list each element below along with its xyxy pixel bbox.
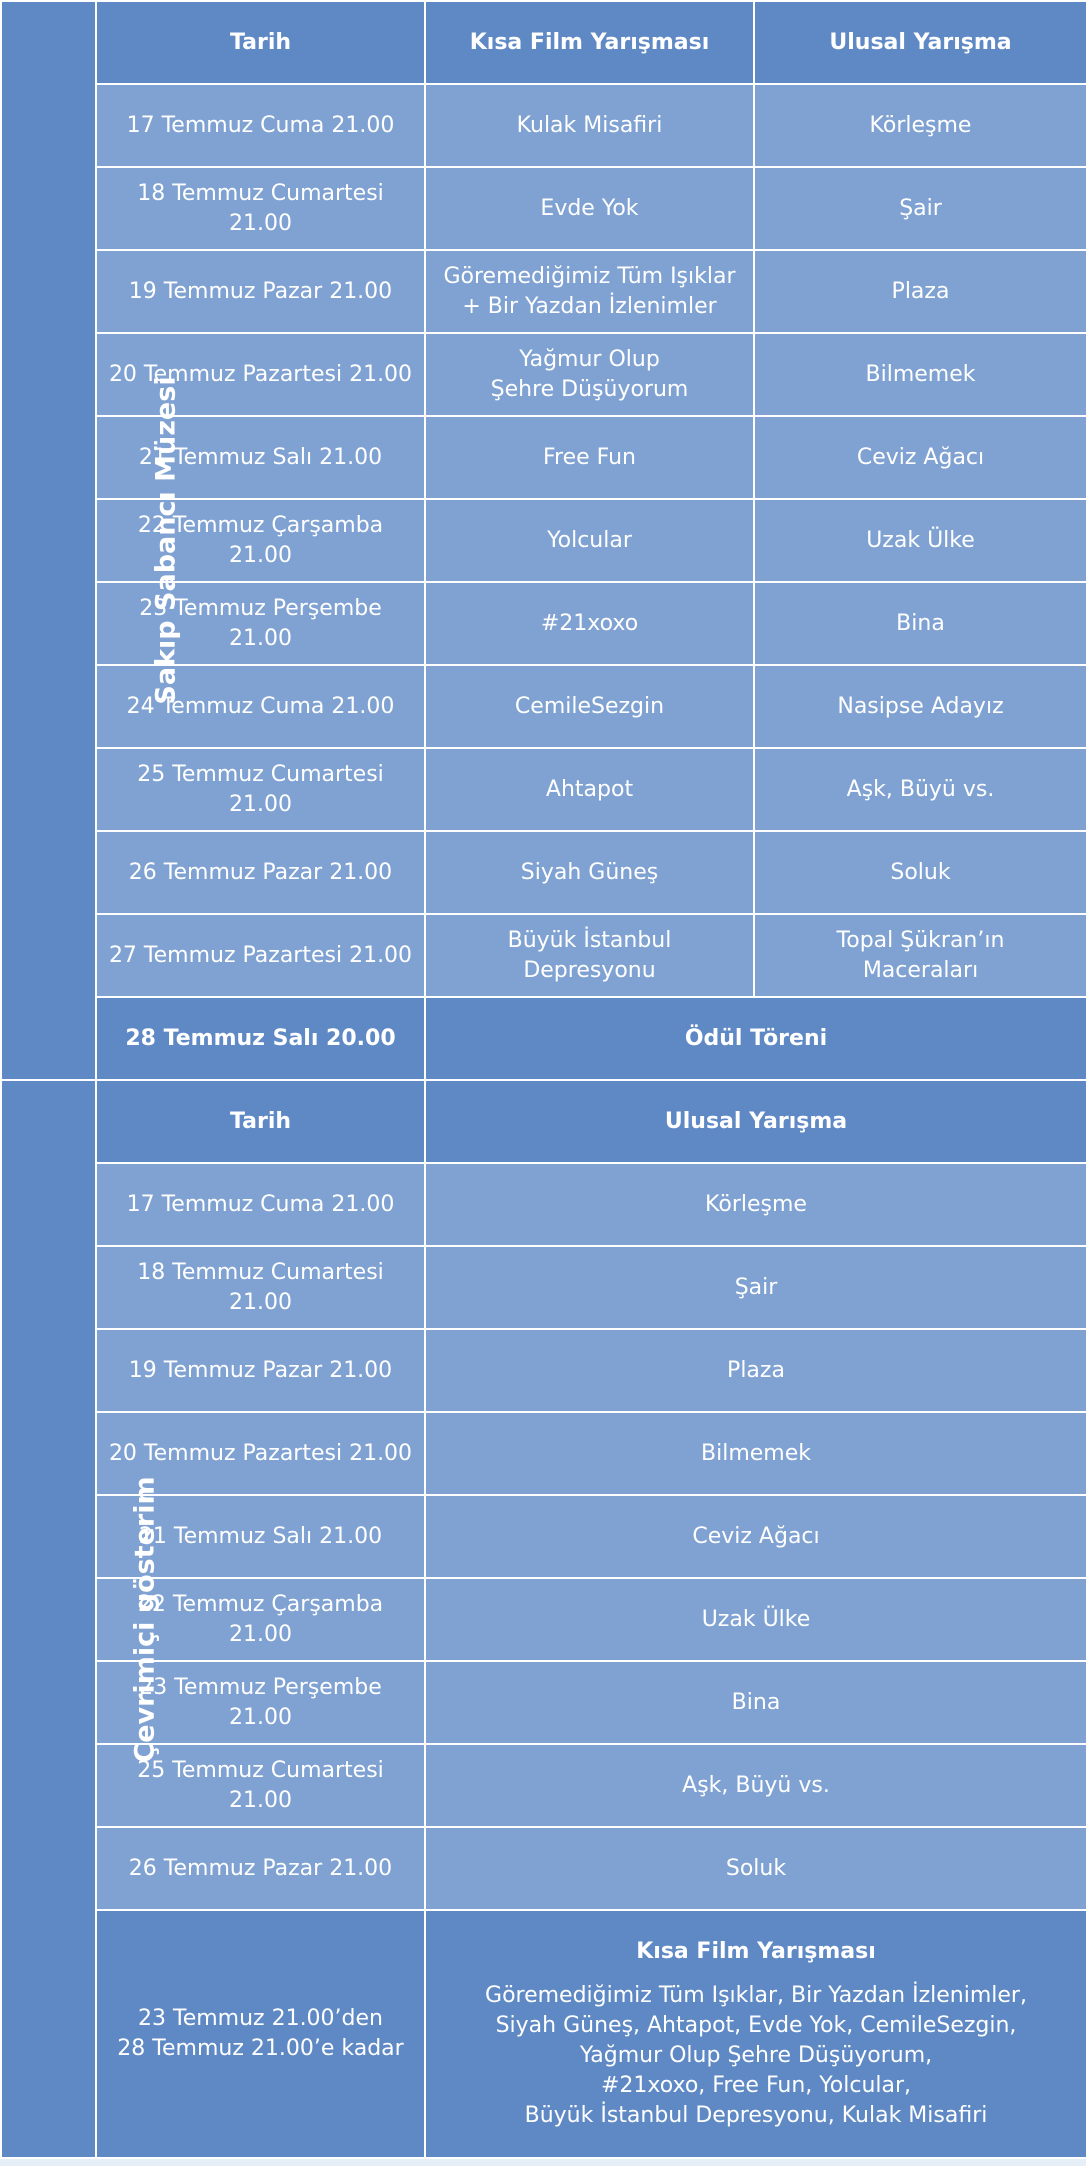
date-cell: 25 Temmuz Cumartesi 21.00 [96,748,425,831]
section1-header-row [1,1,1086,84]
cell-line: Şair [899,195,942,221]
cell-line: Uzak Ülke [866,527,975,553]
date-cell: 23 Temmuz Perşembe 21.00 [96,1661,425,1744]
cell-line: Free Fun [542,444,637,470]
national-cell [754,582,1086,665]
date-cell: 17 Temmuz Cuma 21.00 [96,1163,425,1246]
short-film-cell [425,831,754,914]
national-cell: Bina [425,1661,1086,1744]
cell-line: 28 Temmuz 21.00’e kadar [117,2036,404,2061]
table-row [1,84,1086,167]
date-cell: 20 Temmuz Pazartesi 21.00 [96,333,425,416]
short-film-cell [425,748,754,831]
cell-line: Büyük İstanbul [507,927,672,953]
cell-line: Bilmemek [865,361,976,387]
national-cell: Şair [425,1246,1086,1329]
cell-line: Şehre Düşüyorum [490,376,689,402]
national-cell: Soluk [425,1827,1086,1910]
short-film-cell [425,416,754,499]
national-cell: Ceviz Ağacı [425,1495,1086,1578]
national-cell [754,665,1086,748]
date-cell: 17 Temmuz Cuma 21.00 [96,84,425,167]
cell-line: Aşk, Büyü vs. [846,776,995,802]
section-sakip-sabanci [1,1,1086,1080]
national-cell [754,167,1086,250]
cell-line: Yağmur Olup Şehre Düşüyorum, [579,2043,933,2068]
cell-line: 23 Temmuz 21.00’den [138,2006,383,2031]
national-cell [754,333,1086,416]
national-cell [754,84,1086,167]
award-event: Ödül Töreni [425,997,1086,1080]
online-label: Çevrimiçi gösterim [129,1475,161,1763]
date-cell: 24 Temmuz Cuma 21.00 [96,665,425,748]
cell-line: Topal Şükran’ın [836,927,1005,953]
short-film-cell [425,250,754,333]
cell-line: Siyah Güneş [520,859,659,885]
online-label-cell [1,1080,161,2158]
online-shorts-title: Kısa Film Yarışması [636,1939,876,1964]
table-row [1,1827,1086,1910]
date-cell: 25 Temmuz Cumartesi 21.00 [96,1744,425,1827]
short-film-cell [425,665,754,748]
cell-line: Göremediğimiz Tüm Işıklar [443,263,736,289]
short-film-cell [425,333,754,416]
date-cell: 18 Temmuz Cumartesi 21.00 [96,1246,425,1329]
cell-line: #21xoxo, Free Fun, Yolcular, [600,2073,912,2098]
short-film-cell [425,914,754,997]
date-cell: 22 Temmuz Çarşamba 21.00 [96,1578,425,1661]
cell-line: Soluk [890,859,951,885]
award-row [1,997,1086,1080]
national-cell [754,416,1086,499]
cell-line: + Bir Yazdan İzlenimler [462,293,717,319]
national-cell [754,499,1086,582]
date-cell: 20 Temmuz Pazartesi 21.00 [96,1412,425,1495]
cell-line: Bina [896,610,945,636]
cell-line: Ceviz Ağacı [856,444,985,470]
table-row [1,1246,1086,1329]
column-header-national: Ulusal Yarışma [425,1080,1086,1163]
table-row [1,1661,1086,1744]
column-header-national: Ulusal Yarışma [754,1,1086,84]
online-period-cell [96,1910,425,2158]
short-film-cell [425,499,754,582]
table-row [1,831,1086,914]
national-cell [754,250,1086,333]
award-date: 28 Temmuz Salı 20.00 [96,997,425,1080]
cell-line: Körleşme [869,112,972,138]
table-row [1,250,1086,333]
table-row [1,1163,1086,1246]
table-row [1,1578,1086,1661]
national-cell: Körleşme [425,1163,1086,1246]
column-header-short-film: Kısa Film Yarışması [425,1,754,84]
table-row [1,167,1086,250]
cell-line: Siyah Güneş, Ahtapot, Evde Yok, CemileSezgin, [495,2013,1017,2038]
date-cell: 26 Temmuz Pazar 21.00 [96,1827,425,1910]
date-cell: 21 Temmuz Salı 21.00 [96,416,425,499]
cell-line: Depresyonu [523,957,656,983]
date-cell: 21 Temmuz Salı 21.00 [96,1495,425,1578]
date-cell: 18 Temmuz Cumartesi 21.00 [96,167,425,250]
cell-line: Evde Yok [540,195,639,221]
national-cell: Aşk, Büyü vs. [425,1744,1086,1827]
cell-line: Yolcular [547,527,632,553]
table-row [1,1744,1086,1827]
national-cell: Plaza [425,1329,1086,1412]
date-cell: 23 Temmuz Perşembe 21.00 [96,582,425,665]
cell-line: #21xoxo [540,610,639,636]
national-cell: Uzak Ülke [425,1578,1086,1661]
cell-line: CemileSezgin [514,693,665,719]
cell-line: Yağmur Olup [519,346,660,372]
cell-line: Büyük İstanbul Depresyonu, Kulak Misafiri [524,2103,988,2128]
column-header-date: Tarih [96,1,425,84]
table-row [1,1412,1086,1495]
cell-line: Nasipse Adayız [837,693,1004,719]
cell-line: Maceraları [862,957,979,983]
column-header-date: Tarih [96,1080,425,1163]
online-shorts-row [1,1910,1086,2158]
national-cell: Bilmemek [425,1412,1086,1495]
venue-label: Sakıp Sabancı Müzesi [150,376,182,705]
table-row [1,1329,1086,1412]
national-cell [754,914,1086,997]
table-row [1,748,1086,831]
cell-line: Ahtapot [545,776,634,802]
date-cell: 27 Temmuz Pazartesi 21.00 [96,914,425,997]
cell-line: Plaza [891,278,950,304]
date-cell: 19 Temmuz Pazar 21.00 [96,1329,425,1412]
date-cell: 19 Temmuz Pazar 21.00 [96,250,425,333]
date-cell: 26 Temmuz Pazar 21.00 [96,831,425,914]
short-film-cell [425,167,754,250]
table-row [1,914,1086,997]
section-online [1,1080,1086,2158]
national-cell [754,748,1086,831]
short-film-cell [425,582,754,665]
date-cell: 22 Temmuz Çarşamba 21.00 [96,499,425,582]
national-cell [754,831,1086,914]
short-film-cell [425,84,754,167]
online-shorts-cell [425,1910,1086,2158]
table-row [1,1495,1086,1578]
cell-line: Göremediğimiz Tüm Işıklar, Bir Yazdan İzlenimler, [485,1983,1027,2008]
venue-label-cell [1,1,182,1080]
section2-header-row [1,1080,1086,1163]
cell-line: Kulak Misafiri [516,112,663,138]
